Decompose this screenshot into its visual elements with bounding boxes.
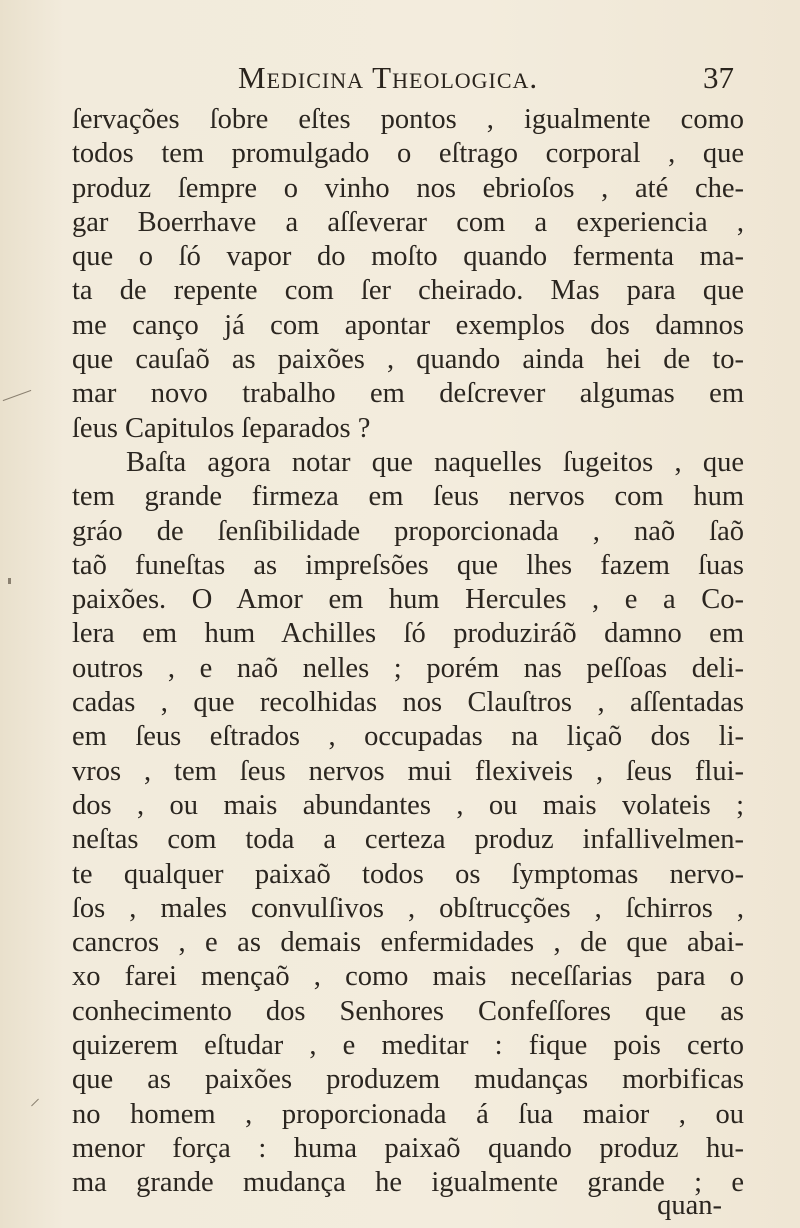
text-line: te qualquer paixaõ todos os ſymptomas nervo- xyxy=(72,858,744,890)
text-line: ta de repente com ſer cheirado. Mas para que xyxy=(72,275,744,307)
text-line: em ſeus eſtrados , occupadas na liçaõ dos li- xyxy=(72,721,744,753)
text-line: lera em hum Achilles ſó produziráõ damno em xyxy=(72,618,744,650)
text-line: neſtas com toda a certeza produz infallivelmen- xyxy=(72,824,744,856)
text-line: que cauſaõ as paixões , quando ainda hei de to- xyxy=(72,344,744,376)
body-text xyxy=(72,103,744,1201)
text-line: paixões. O Amor em hum Hercules , e a Co- xyxy=(72,584,744,616)
text-line: xo farei mençaõ , como mais neceſſarias para o xyxy=(72,961,744,993)
text-line: conhecimento dos Senhores Confeſſores que as xyxy=(72,995,744,1027)
text-line: ſervações ſobre eſtes pontos , igualmente como xyxy=(72,104,744,135)
text-line: cadas , que recolhidas nos Clauſtros , aſſentadas xyxy=(72,687,744,719)
text-line: dos , ou mais abundantes , ou mais volateis ; xyxy=(72,789,744,821)
text-line: taõ funeſtas as impreſsões que lhes fazem ſuas xyxy=(72,549,744,581)
text-line: ſos , males convulſivos , obſtrucções , ſchirros , xyxy=(72,892,744,924)
margin-mark xyxy=(8,578,11,584)
text-line: outros , e naõ nelles ; porém nas peſſoas deli- xyxy=(72,652,744,684)
text-line: quizerem eſtudar , e meditar : fique pois certo xyxy=(72,1030,744,1062)
text-line: me canço já com apontar exemplos dos damnos xyxy=(72,309,744,341)
text-line: menor força : huma paixaõ quando produz hu- xyxy=(72,1132,744,1164)
text-line: no homem , proporcionada á ſua maior , ou xyxy=(72,1098,744,1130)
text-line: tem grande firmeza em ſeus nervos com hum xyxy=(72,481,744,513)
running-head-title: Medicina Theologica. xyxy=(238,60,539,95)
text-line: produz ſempre o vinho nos ebrioſos , até che- xyxy=(72,172,744,204)
text-line: cancros , e as demais enfermidades , de que abai- xyxy=(72,927,744,959)
text-line: Baſta agora notar que naquelles ſugeitos , que xyxy=(126,446,744,478)
text-line: gar Boerrhave a aſſeverar com a experiencia , xyxy=(72,206,744,238)
text-line: mar novo trabalho em deſcrever algumas em xyxy=(72,378,744,410)
text-line: todos tem promulgado o eſtrago corporal , que xyxy=(72,138,744,170)
page-number: 37 xyxy=(703,60,734,95)
margin-mark xyxy=(31,1099,39,1107)
text-line: ma grande mudança he igualmente grande ; e xyxy=(72,1167,744,1199)
text-line: gráo de ſenſibilidade proporcionada , naõ ſaõ xyxy=(72,515,744,547)
text-line: que o ſó vapor do moſto quando fermenta ma- xyxy=(72,241,744,273)
running-head xyxy=(238,60,734,100)
text-line: que as paixões produzem mudanças morbificas xyxy=(72,1064,744,1096)
catchword: quan- xyxy=(657,1190,722,1221)
text-line: ſeus Capitulos ſeparados ? xyxy=(72,412,371,444)
margin-mark xyxy=(3,390,32,401)
text-line: vros , tem ſeus nervos mui flexiveis , ſeus flui- xyxy=(72,755,744,787)
